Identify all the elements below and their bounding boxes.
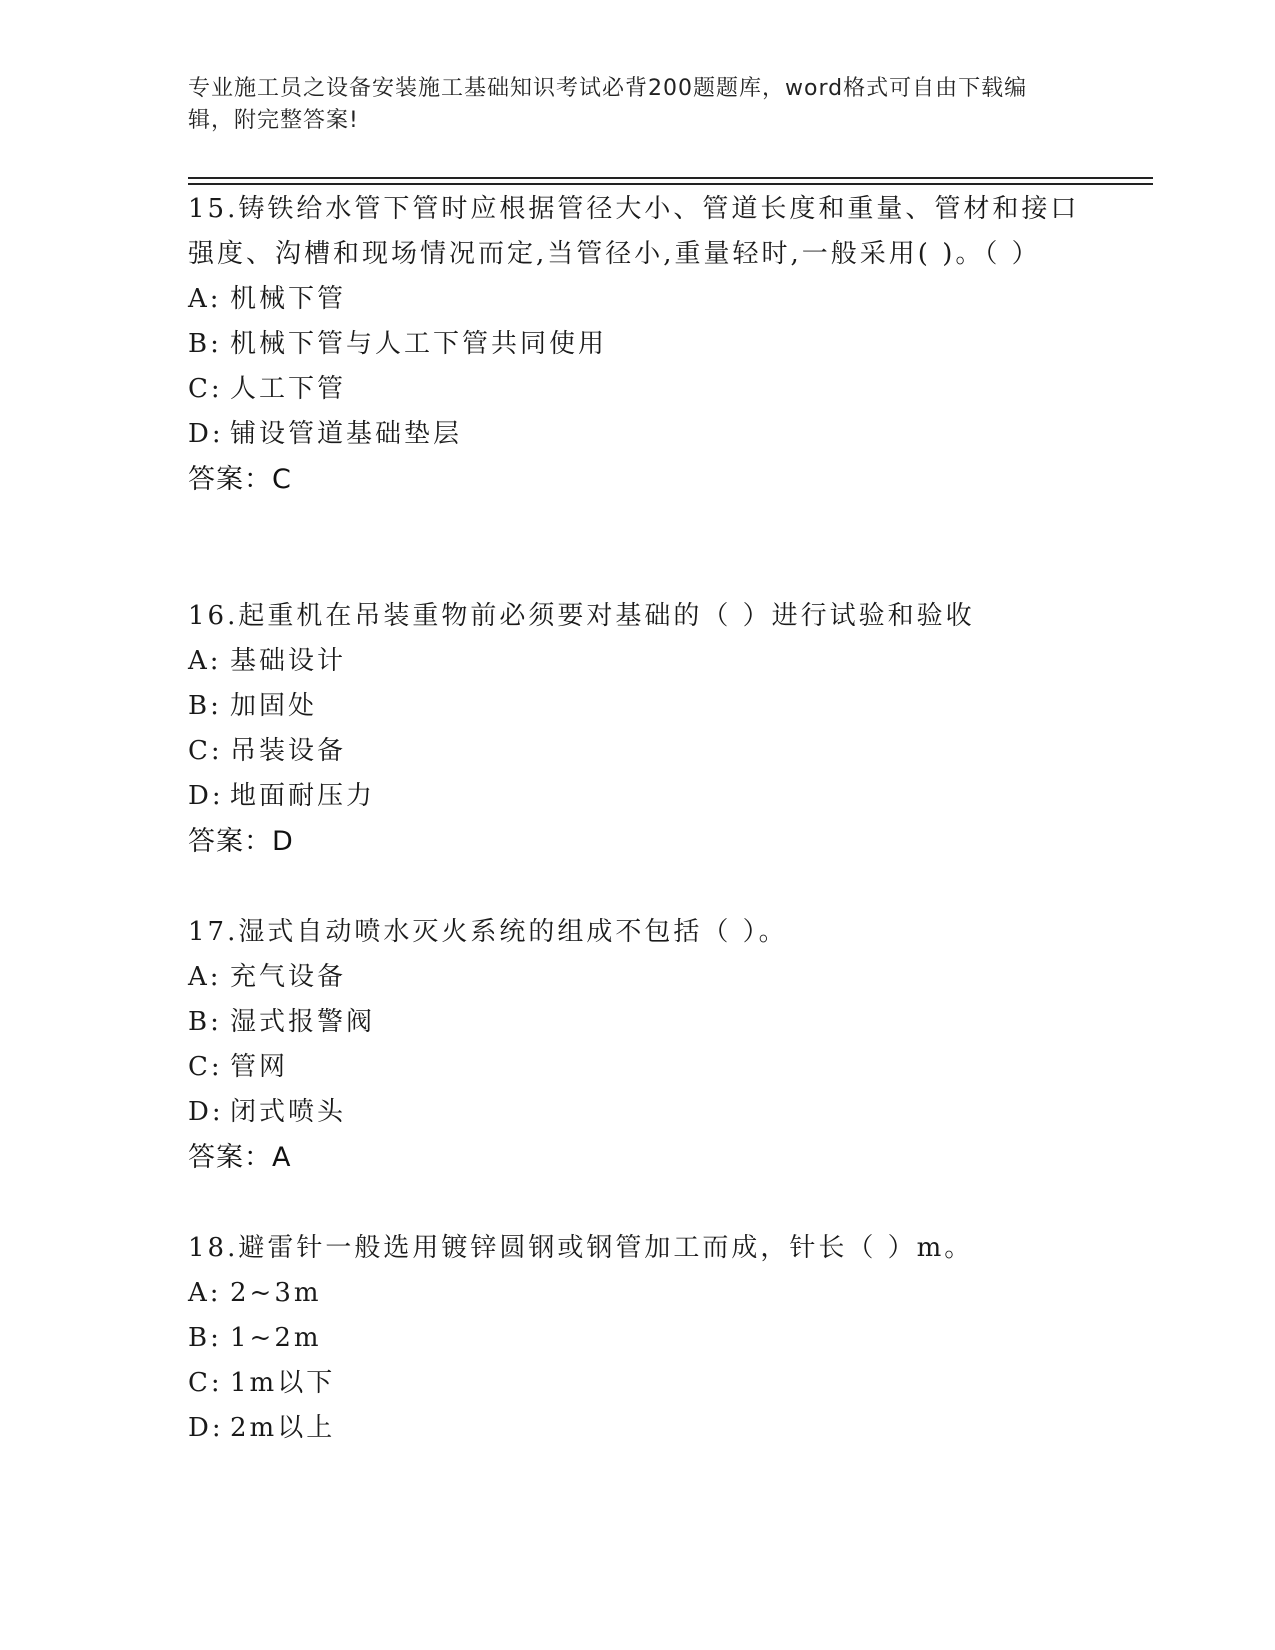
option-text: 湿式报警阀	[230, 1007, 376, 1037]
header-rule-bottom	[188, 183, 1153, 185]
question-15	[188, 187, 1088, 502]
option-c	[188, 729, 1088, 774]
document-header: 专业施工员之设备安装施工基础知识考试必背200题题库，word格式可自由下载编辑，附完整答案!	[188, 76, 1028, 133]
option-text: 充气设备	[230, 962, 347, 992]
option-letter: B:	[188, 691, 222, 721]
answer-label: 答案：D	[188, 826, 294, 857]
option-text: 闭式喷头	[230, 1097, 347, 1127]
option-c	[188, 367, 1088, 412]
option-text: 基础设计	[230, 646, 347, 676]
option-b	[188, 322, 1088, 367]
option-a	[188, 639, 1088, 684]
option-text: 管网	[230, 1052, 289, 1082]
option-b	[188, 1000, 1088, 1045]
option-text: 吊装设备	[230, 736, 347, 766]
question-18	[188, 1226, 1088, 1451]
option-letter: B:	[188, 329, 222, 359]
question-stem: 18.避雷针一般选用镀锌圆钢或钢管加工而成，针长（ ）m。	[188, 1233, 974, 1263]
option-b	[188, 1316, 1088, 1361]
option-letter: A:	[188, 646, 222, 676]
option-letter: D:	[188, 1413, 224, 1443]
option-letter: D:	[188, 781, 224, 811]
option-letter: B:	[188, 1007, 222, 1037]
option-d	[188, 774, 1088, 819]
option-letter: C:	[188, 1052, 223, 1082]
question-stem: 17.湿式自动喷水灭火系统的组成不包括（ ）。	[188, 917, 788, 947]
question-16	[188, 594, 1088, 864]
question-stem: 16.起重机在吊装重物前必须要对基础的（ ）进行试验和验收	[188, 601, 975, 631]
option-text: 加固处	[230, 691, 318, 721]
option-d	[188, 1090, 1088, 1135]
option-text: 人工下管	[230, 374, 347, 404]
option-text: 1~2m	[230, 1323, 322, 1353]
answer-label: 答案：C	[188, 464, 292, 495]
option-d	[188, 412, 1088, 457]
answer-label: 答案：A	[188, 1142, 292, 1173]
option-text: 1m以下	[230, 1368, 336, 1398]
option-text: 2m以上	[230, 1413, 336, 1443]
option-text: 地面耐压力	[230, 781, 376, 811]
question-stem: 15.铸铁给水管下管时应根据管径大小、管道长度和重量、管材和接口强度、沟槽和现场情况而定,当管径小,重量轻时,一般采用( )。（ ）	[188, 194, 1080, 269]
option-a	[188, 955, 1088, 1000]
option-letter: D:	[188, 419, 224, 449]
option-text: 2~3m	[230, 1278, 322, 1308]
option-d	[188, 1406, 1088, 1451]
option-letter: C:	[188, 374, 223, 404]
question-17	[188, 910, 1088, 1180]
option-a	[188, 1271, 1088, 1316]
option-letter: C:	[188, 736, 223, 766]
option-letter: A:	[188, 284, 222, 314]
option-b	[188, 684, 1088, 729]
option-c	[188, 1045, 1088, 1090]
option-letter: B:	[188, 1323, 222, 1353]
option-letter: C:	[188, 1368, 223, 1398]
option-text: 机械下管	[230, 284, 347, 314]
option-c	[188, 1361, 1088, 1406]
option-text: 机械下管与人工下管共同使用	[230, 329, 608, 359]
option-letter: A:	[188, 1278, 222, 1308]
header-rule-top	[188, 177, 1153, 179]
option-letter: D:	[188, 1097, 224, 1127]
option-letter: A:	[188, 962, 222, 992]
option-a	[188, 277, 1088, 322]
option-text: 铺设管道基础垫层	[230, 419, 463, 449]
